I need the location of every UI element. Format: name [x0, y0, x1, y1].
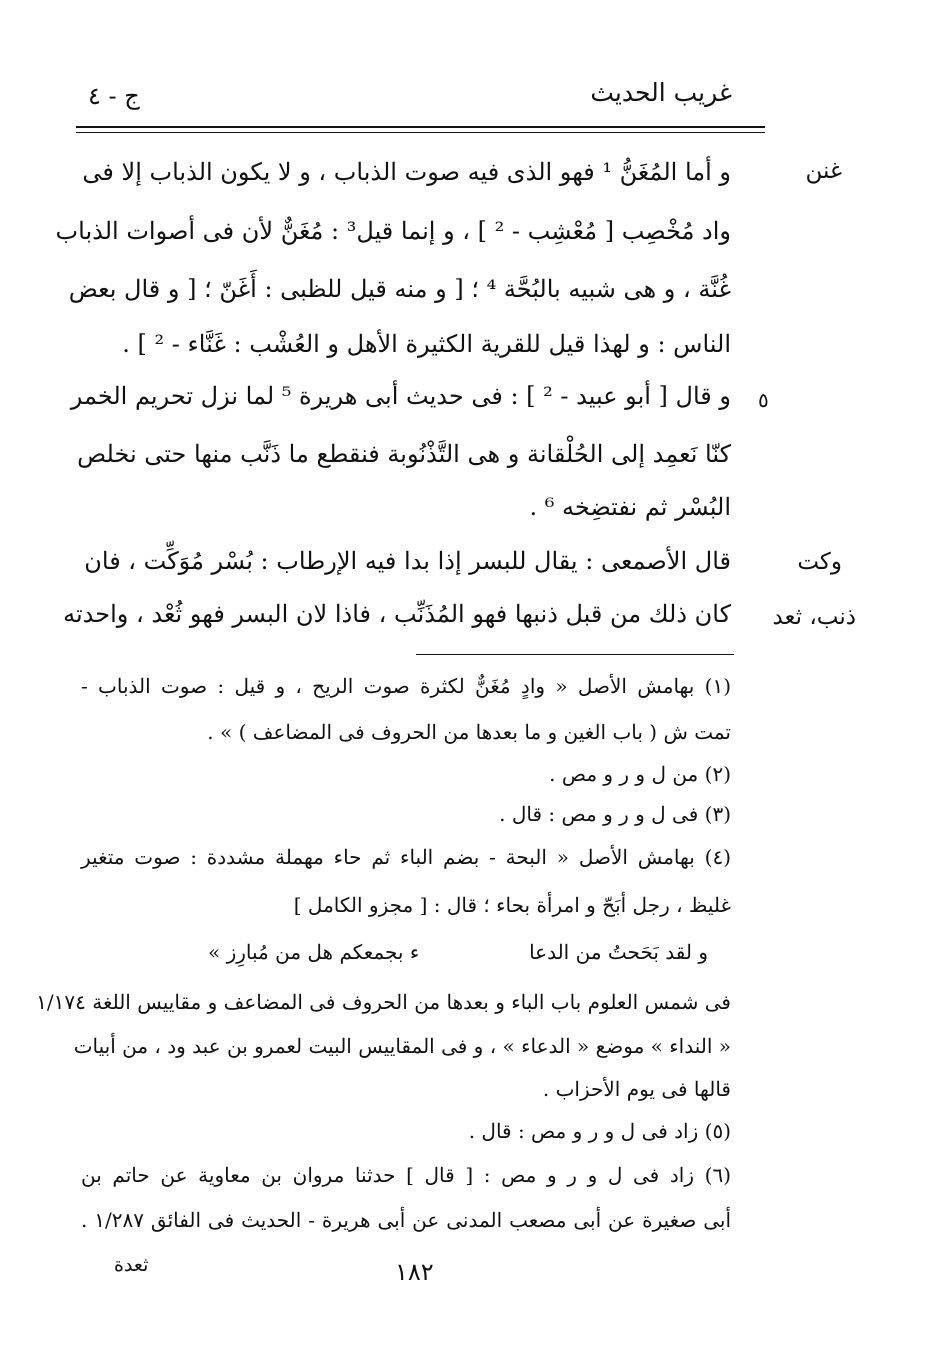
footnote-line: أبى صغيرة عن أبى مصعب المدنى عن أبى هريرة - الحديث فى الفائق ١/٢٨٧ .: [81, 1208, 732, 1232]
body-line: كنّا نَعمِد إلى الحُلْقانة و هى التَّذْنُوبة فنقطع ما ذَنَّب منها حتى نخلص: [77, 440, 731, 468]
footnote-line: (١) بهامش الأصل « وادٍ مُغَنٌّ لكثرة صوت الريح ، و قيل : صوت الذباب -: [81, 674, 731, 698]
verse-line: [208, 940, 708, 964]
header-rule-thick: [76, 126, 765, 128]
footnote-line: (٥) زاد فى ل و ر و مص : قال .: [468, 1119, 731, 1143]
volume-number: ج - ٤: [88, 82, 140, 110]
verse-second-hemistich: ء بجمعكم هل من مُبارِز »: [208, 940, 420, 964]
footnote-line: « النداء » موضع « الدعاء » ، و فى المقاييس البيت لعمرو بن عبد ود ، من أبيات: [73, 1034, 731, 1058]
body-line: قال الأصمعى : يقال للبسر إذا بدا فيه الإرطاب : بُسْر مُوَكِّت ، فان: [84, 547, 731, 575]
margin-line-number: ٥: [758, 388, 769, 412]
footnote-line: قالها فى يوم الأحزاب .: [542, 1077, 731, 1101]
body-line: كان ذلك من قبل ذنبها فهو المُذَنِّب ، فاذا لان البسر فهو ثُعْد ، واحدته: [63, 600, 731, 628]
footnote-line: (٤) بهامش الأصل « البحة - بضم الباء ثم حاء مهملة مشددة : صوت متغير: [81, 845, 731, 869]
margin-note-wakt: وكت: [797, 549, 842, 575]
running-title: غريب الحديث: [590, 78, 732, 107]
footnote-line: غليظ ، رجل أبَحّ و امرأة بحاء ؛ قال : [ مجزو الكامل ]: [293, 893, 731, 917]
header-rule-thin: [76, 132, 765, 133]
footnote-line: (٢) من ل و ر و مص .: [549, 762, 731, 786]
margin-note-ghanan: غنن: [805, 158, 842, 184]
body-line: و قال [ أبو عبيد - ² ] : فى حديث أبى هريرة ⁵ لما نزل تحريم الخمر: [70, 382, 731, 410]
page-number: ١٨٢: [395, 1258, 434, 1286]
footnote-line: (٣) فى ل و ر و مص : قال .: [499, 802, 731, 826]
footnote-line: فى شمس العلوم باب الباء و بعدها من الحروف فى المضاعف و مقاييس اللغة ١/١٧٤: [36, 990, 731, 1014]
body-line: غُنَّة ، و هى شبيه بالبُحَّة ⁴ ؛ [ و منه قيل للظبى : أَغَنّ ؛ [ و قال بعض: [68, 275, 731, 303]
verse-first-hemistich: و لقد بَحَحتُ من الدعا: [529, 940, 708, 964]
margin-note-dhanab: ذنب، ثعد: [772, 604, 856, 630]
body-line: و أما المُغَنُّ ¹ فهو الذى فيه صوت الذباب ، و لا يكون الذباب إلا فى: [82, 158, 731, 186]
body-line: الناس : و لهذا قيل للقرية الكثيرة الأهل و العُشْب : غَنَّاء - ² ] .: [122, 330, 731, 358]
footnote-separator: [416, 654, 734, 655]
catchword: ثعدة: [114, 1254, 149, 1276]
footnote-line: تمت ش ( باب الغين و ما بعدها من الحروف فى المضاعف ) » .: [207, 720, 731, 744]
body-line: البُسْر ثم نفتضِخه ⁶ .: [529, 493, 731, 521]
footnote-line: (٦) زاد فى ل و ر و مص : [ قال ] حدثنا مروان بن معاوية عن حاتم بن: [81, 1163, 731, 1187]
body-line: واد مُخْصِب [ مُعْشِب - ² ] ، و إنما قيل³ : مُغَنٌّ لأن فى أصوات الذباب: [55, 217, 731, 245]
